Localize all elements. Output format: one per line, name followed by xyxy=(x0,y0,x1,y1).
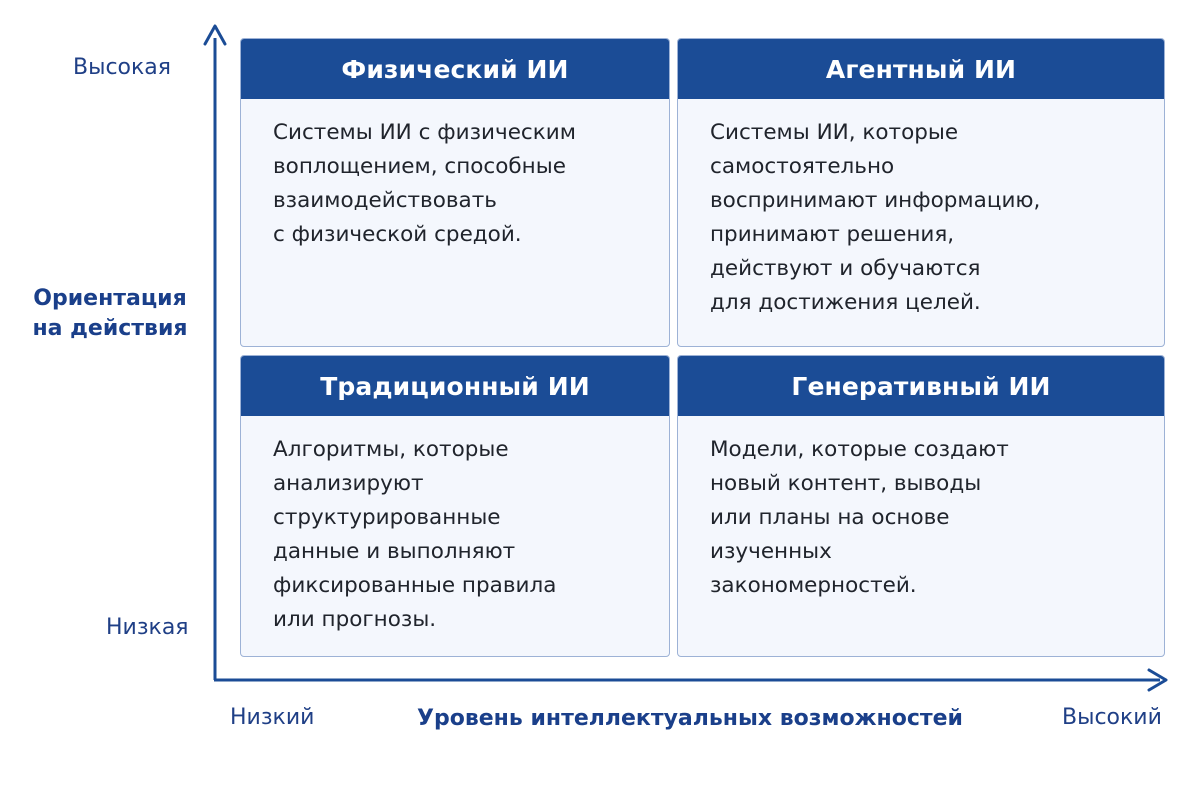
y-axis-high-label: Высокая xyxy=(73,55,172,80)
quadrant-description: Алгоритмы, которые анализируют структурированные данные и выполняют фиксированные правила или прогнозы. xyxy=(273,437,557,632)
quadrant-generative-ai xyxy=(677,355,1165,657)
x-axis-high-label: Высокий xyxy=(1062,705,1162,730)
quadrant-description: Системы ИИ, которые самостоятельно воспринимают информацию, принимают решения, действуют и обучаются для достижения целей. xyxy=(710,120,1041,315)
x-axis-low-label: Низкий xyxy=(230,705,315,730)
x-axis-title: Уровень интеллектуальных возможностей xyxy=(417,706,963,731)
quadrant-physical-ai xyxy=(240,38,670,347)
quadrant-title: Агентный ИИ xyxy=(678,39,1164,99)
quadrant-description: Модели, которые создают новый контент, выводы или планы на основе изученных закономерностей. xyxy=(710,437,1009,598)
quadrant-description: Системы ИИ с физическим воплощением, способные взаимодействовать с физической средой. xyxy=(273,120,576,247)
y-axis-title: Ориентация на действия xyxy=(32,286,188,341)
quadrant-agentic-ai xyxy=(677,38,1165,347)
quadrant-traditional-ai xyxy=(240,355,670,657)
y-axis-low-label: Низкая xyxy=(106,615,189,640)
quadrant-title: Генеративный ИИ xyxy=(678,356,1164,416)
quadrant-title: Традиционный ИИ xyxy=(241,356,669,416)
quadrant-title: Физический ИИ xyxy=(241,39,669,99)
